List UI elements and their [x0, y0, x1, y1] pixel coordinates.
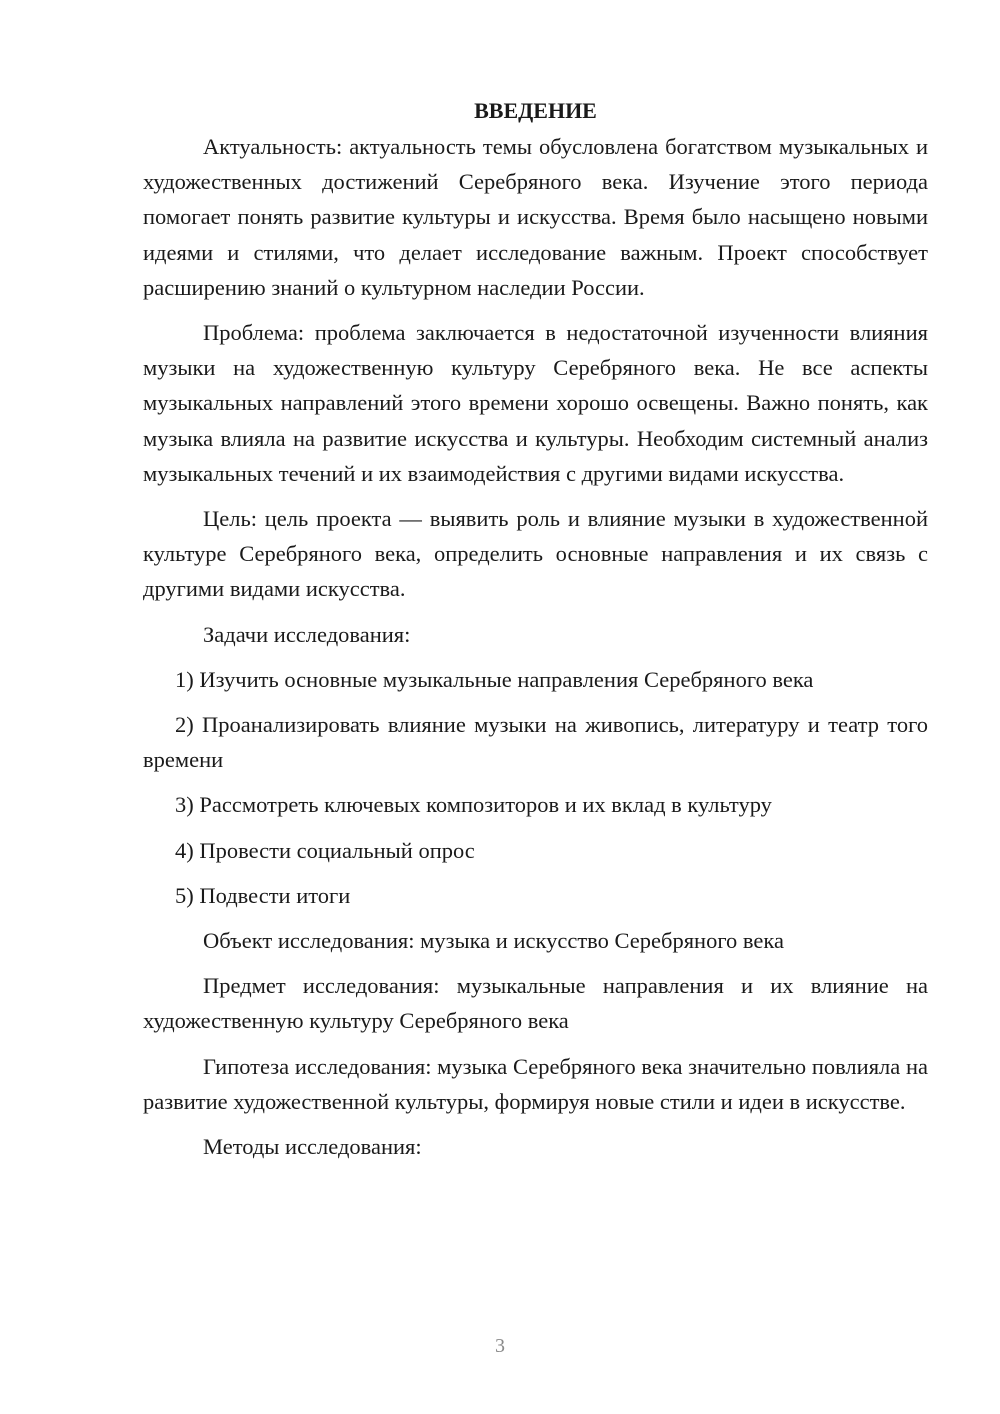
- task-item-3: 3) Рассмотреть ключевых композиторов и их вклад в культуру: [175, 792, 772, 818]
- paragraph-problem: Проблема: проблема заключается в недостаточной изученности влияния музыки на художественную культуру Серебряного века. Не все аспекты музыкальных направлений этого времени хорошо освещены. Важно понять, как музыка влияла на развитие искусства и культуры. Необходим системный анализ музыкальных течений и их взаимодействия с другими видами искусства.: [143, 320, 928, 486]
- tasks-heading: Задачи исследования:: [203, 621, 411, 647]
- page-content: [143, 95, 928, 1174]
- task-item-1: 1) Изучить основные музыкальные направления Серебряного века: [175, 666, 814, 692]
- task-item-5: 5) Подвести итоги: [175, 882, 351, 908]
- paragraph-hypothesis: Гипотеза исследования: музыка Серебряного века значительно повлияла на развитие художественной культуры, формируя новые стили и идеи в искусстве.: [143, 1053, 928, 1114]
- page-number: 3: [495, 1335, 505, 1357]
- paragraph-subject: Предмет исследования: музыкальные направления и их влияние на художественную культуру Серебряного века: [143, 973, 928, 1034]
- paragraph-goal: Цель: цель проекта — выявить роль и влияние музыки в художественной культуре Серебряного века, определить основные направления и их связь с другими видами искусства.: [143, 506, 928, 602]
- task-item-4: 4) Провести социальный опрос: [175, 837, 475, 863]
- methods-heading: Методы исследования:: [203, 1134, 422, 1160]
- task-item-2: 2) Проанализировать влияние музыки на живопись, литературу и театр того времени: [143, 712, 928, 773]
- paragraph-object: Объект исследования: музыка и искусство Серебряного века: [203, 928, 784, 954]
- page-title: ВВЕДЕНИЕ: [474, 98, 597, 123]
- paragraph-relevance: Актуальность: актуальность темы обусловлена богатством музыкальных и художественных достижений Серебряного века. Изучение этого периода помогает понять развитие культуры и искусства. Время было насыщено новыми идеями и стилями, что делает исследование важным. Проект способствует расширению знаний о культурном наследии России.: [143, 134, 928, 300]
